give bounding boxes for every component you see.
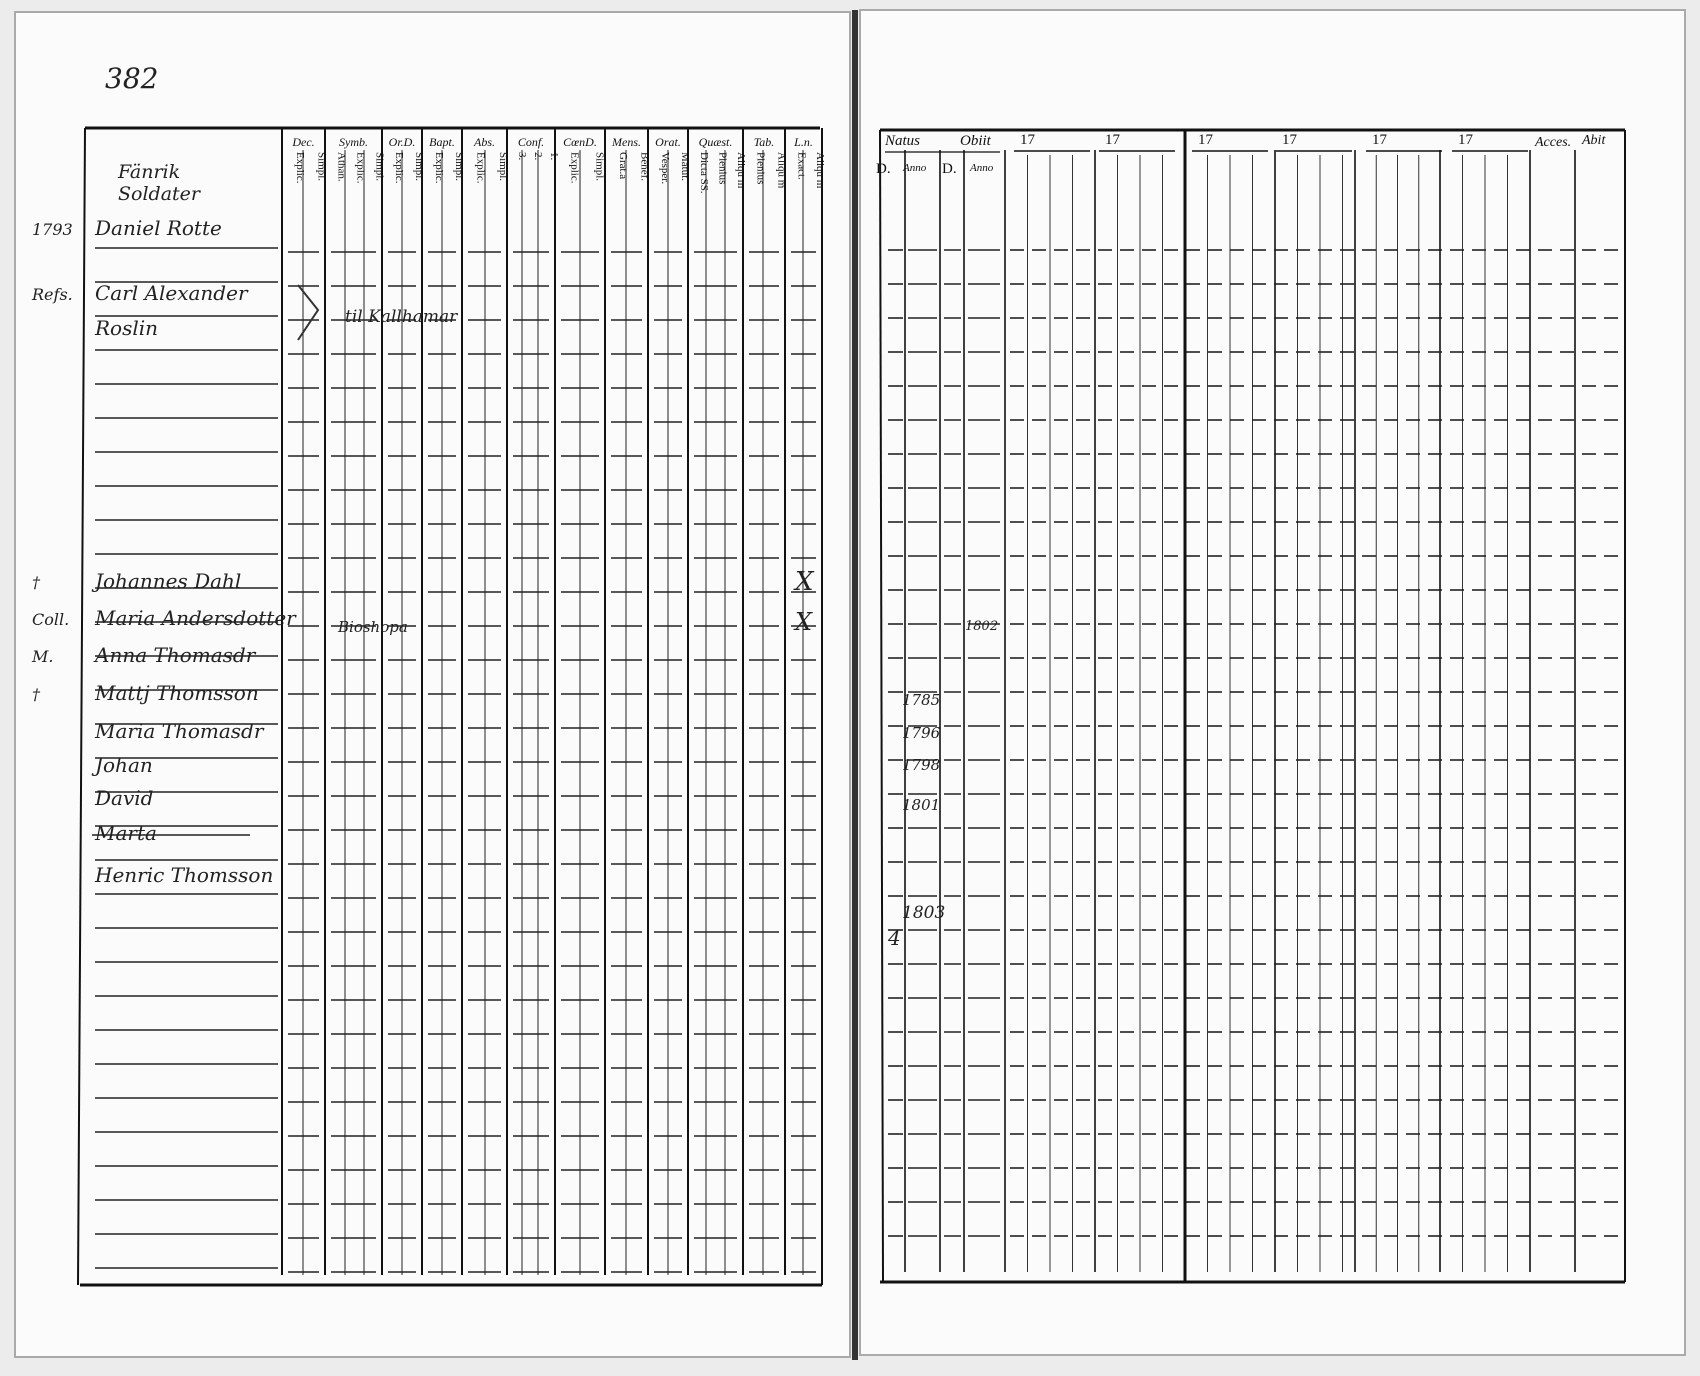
obiit-anno-header: Anno — [970, 162, 994, 174]
subheader-9-2: Matut. — [679, 152, 691, 182]
subheader-12-1: Exact. — [795, 152, 808, 180]
header-2: Symb. — [339, 135, 368, 149]
header-1: Dec. — [292, 135, 315, 149]
entry-mark: Refs. — [32, 285, 73, 304]
subheader-8-2: Benef. — [638, 152, 651, 182]
acces-header: Acces. — [1535, 135, 1572, 150]
subheader-2-2: Explic. — [354, 152, 367, 184]
subheader-6-3: 1. — [548, 152, 560, 161]
entry-name: Maria Andersdotter — [95, 606, 296, 630]
entry-mark: M. — [32, 647, 54, 666]
entry-name: Mattj Thomsson — [95, 681, 259, 705]
entry-name: Johannes Dahl — [95, 569, 242, 593]
year-header-5: 17 — [1372, 132, 1387, 148]
subheader-1-2: Simpl. — [315, 152, 328, 182]
natus-d-header: D. — [876, 161, 891, 177]
subheader-1-1: Explic. — [293, 152, 306, 184]
header-9: Orat. — [655, 135, 681, 149]
subheader-2-1: Athan. — [335, 152, 348, 182]
header-3: Or.D. — [388, 135, 416, 149]
header-7: CœnD. — [563, 135, 597, 149]
anno-1796: 1796 — [902, 724, 941, 742]
subheader-9-1: Vesper. — [659, 152, 671, 185]
page-number: 382 — [105, 62, 159, 95]
year-header-2: 17 — [1105, 132, 1120, 148]
subheader-11-1: Plenius — [754, 152, 767, 185]
anno-1785: 1785 — [902, 691, 941, 709]
subheader-10-1: Dicta SS. — [698, 152, 711, 194]
subheader-5-1: Explic. — [474, 152, 487, 184]
header-5: Abs. — [474, 135, 495, 149]
entry-name: Fänrik — [118, 161, 181, 183]
subheader-7-1: Explic. — [568, 152, 581, 184]
year-header-6: 17 — [1458, 132, 1473, 148]
subheader-7-2: Simpl. — [593, 152, 606, 182]
obiit-d-header: D. — [942, 161, 957, 177]
subheader-3-2: Simpl. — [413, 152, 425, 182]
anno-1801: 1801 — [902, 796, 941, 814]
subheader-8-1: Grat.a — [616, 152, 629, 180]
subheader-11-2: Aliqu m — [775, 152, 788, 189]
entry-name: Soldater — [118, 183, 200, 205]
subheader-10-3: Aliqu m — [734, 152, 747, 189]
subheader-4-1: Explic. — [433, 152, 445, 184]
entry-name: Henric Thomsson — [95, 863, 274, 887]
abit-header: Abit — [1582, 133, 1606, 148]
year-header-3: 17 — [1198, 132, 1213, 148]
natus-anno-header: Anno — [903, 162, 927, 174]
entry-name: Roslin — [95, 316, 159, 340]
header-6: Conf. — [517, 135, 545, 149]
obiit-note: 1802 — [965, 619, 999, 634]
header-8: Mens. — [612, 135, 641, 149]
entry-name: Marta — [95, 821, 157, 845]
entry-name: Maria Thomasdr — [95, 719, 264, 743]
subheader-2-3: Simpl. — [373, 152, 386, 182]
obiit-header: Obiit — [960, 133, 991, 149]
year-header-4: 17 — [1282, 132, 1297, 148]
header-11: Tab. — [753, 135, 775, 149]
subheader-5-2: Simpl. — [496, 152, 509, 182]
entry-mark: † — [32, 573, 40, 592]
entry-name: Johan — [95, 753, 153, 777]
subheader-12-2: Aliqu m — [813, 152, 826, 189]
maria-note: Bioshopa — [338, 618, 408, 636]
subheader-6-1: 3. — [516, 152, 528, 161]
entry-name: Daniel Rotte — [95, 216, 222, 240]
subheader-3-1: Explic. — [393, 152, 405, 184]
entry-mark: Coll. — [32, 610, 70, 629]
header-4: Bapt. — [429, 135, 455, 149]
subheader-10-2: Plenius — [716, 152, 729, 185]
entry-mark: † — [32, 685, 40, 704]
year-header-1: 17 — [1020, 132, 1035, 148]
subheader-6-2: 2. — [532, 152, 544, 161]
subheader-4-2: Simpl. — [453, 152, 465, 182]
day-mark: 4 — [888, 926, 901, 950]
entry-name: Anna Thomasdr — [95, 643, 256, 667]
natus-header: Natus — [885, 133, 921, 149]
header-10: Quæst. — [698, 135, 733, 149]
cross-mark-1: X — [795, 567, 814, 597]
anno-1798: 1798 — [902, 756, 941, 774]
cross-mark-2: X — [795, 608, 813, 636]
entry-name: Carl Alexander — [95, 281, 248, 305]
right-page — [860, 10, 1685, 1355]
entry-mark: 1793 — [32, 220, 73, 239]
entry-name: David — [95, 786, 154, 810]
header-12: L.n. — [794, 135, 813, 149]
carl-note: til Kallhamar — [345, 307, 458, 327]
anno-1803: 1803 — [902, 903, 946, 923]
